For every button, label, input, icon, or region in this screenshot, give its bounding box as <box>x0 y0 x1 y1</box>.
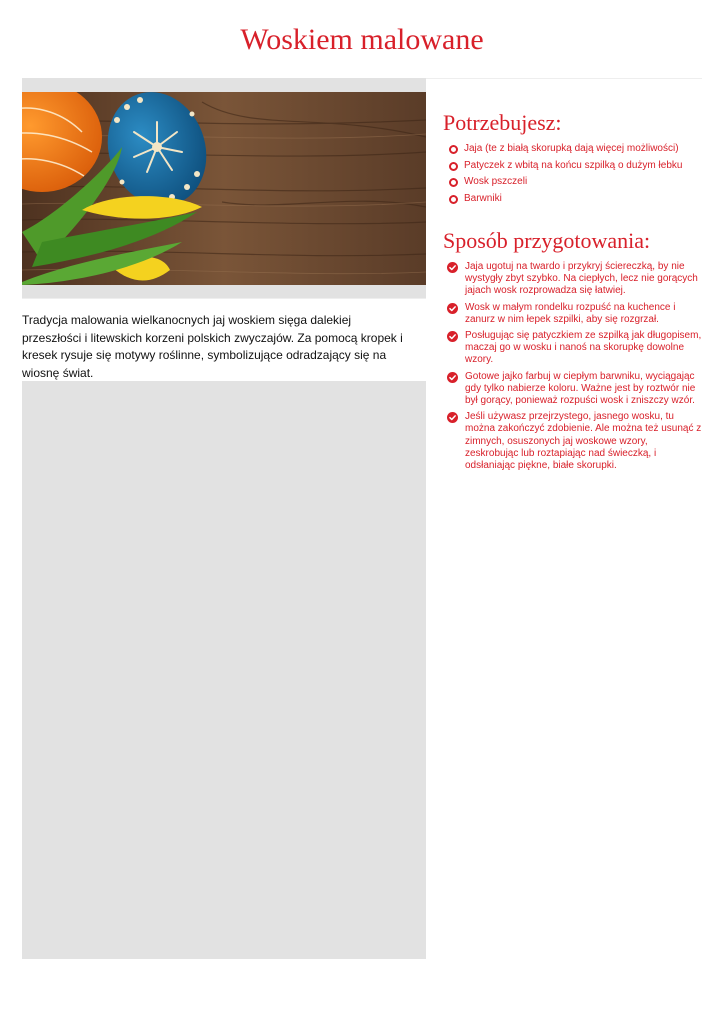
step-text: Wosk w małym rondelku rozpuść na kuchence i zanurz w nim łepek szpilki, aby się rozgrzał. <box>465 301 676 325</box>
list-item-text: Patyczek z wbitą na końcu szpilką o dużym łebku <box>464 159 683 171</box>
check-circle-icon <box>447 372 458 383</box>
list-item <box>449 176 709 193</box>
intro-text: Tradycja malowania wielkanocnych jaj woskiem sięga dalekiej przeszłości i litewskich korzeni polskich zwyczajów. Za pomocą kropek i kresek rysuje się motywy roślinne, symbolizujące odradzający się na wiosnę świat. <box>22 313 403 380</box>
list-item <box>449 193 709 210</box>
list-item <box>447 371 703 408</box>
list-item <box>447 330 703 367</box>
easter-eggs-and-tulips-icon <box>22 92 426 285</box>
step-text: Gotowe jajko farbuj w ciepłym barwniku, wyciągając gdy tylko nabierze koloru. Ważne jest by roztwór nie był gorący, ponieważ rozpuści wosk i zniszczy wzór. <box>465 370 696 407</box>
needs-list <box>449 143 709 209</box>
list-item <box>449 160 709 177</box>
needs-heading: Potrzebujesz: <box>443 110 562 135</box>
list-item <box>447 302 703 326</box>
list-item-text: Barwniki <box>464 192 502 204</box>
step-text: Posługując się patyczkiem ze szpilką jak długopisem, maczaj go w wosku i nanoś na skorupkę dowolne wzory. <box>465 330 702 366</box>
check-circle-icon <box>447 262 458 273</box>
list-item <box>447 411 703 472</box>
step-text: Jaja ugotuj na twardo i przykryj ściereczką, by nie wystygły zbyt szybko. Na ciepłych, lecz nie gorących jajach wosk rozprowadza się łatwiej. <box>465 261 698 297</box>
right-divider <box>426 78 702 79</box>
check-circle-icon <box>447 303 458 314</box>
bullet-ring-icon <box>449 162 458 171</box>
list-item <box>449 143 709 160</box>
intro-box <box>22 298 426 381</box>
method-heading: Sposób przygotowania: <box>443 228 651 253</box>
bullet-ring-icon <box>449 145 458 154</box>
bullet-ring-icon <box>449 195 458 204</box>
bullet-ring-icon <box>449 178 458 187</box>
check-circle-icon <box>447 331 458 342</box>
page-title: Woskiem malowane <box>240 23 484 56</box>
easter-eggs-photo <box>22 92 426 285</box>
list-item <box>447 261 703 298</box>
list-item-text: Wosk pszczeli <box>464 176 528 187</box>
method-steps-list <box>447 261 703 476</box>
list-item-text: Jaja (te z białą skorupką dają więcej możliwości) <box>464 143 679 154</box>
check-circle-icon <box>447 412 458 423</box>
step-text: Jeśli używasz przejrzystego, jasnego wosku, tu można zakończyć zdobienie. Ale można też usunąć z zimnych, osuszonych jaj woskowe wzory, zeskrobując lub roztapiając nad świeczką, i odsłaniając piękne, białe skorupki. <box>465 411 702 472</box>
